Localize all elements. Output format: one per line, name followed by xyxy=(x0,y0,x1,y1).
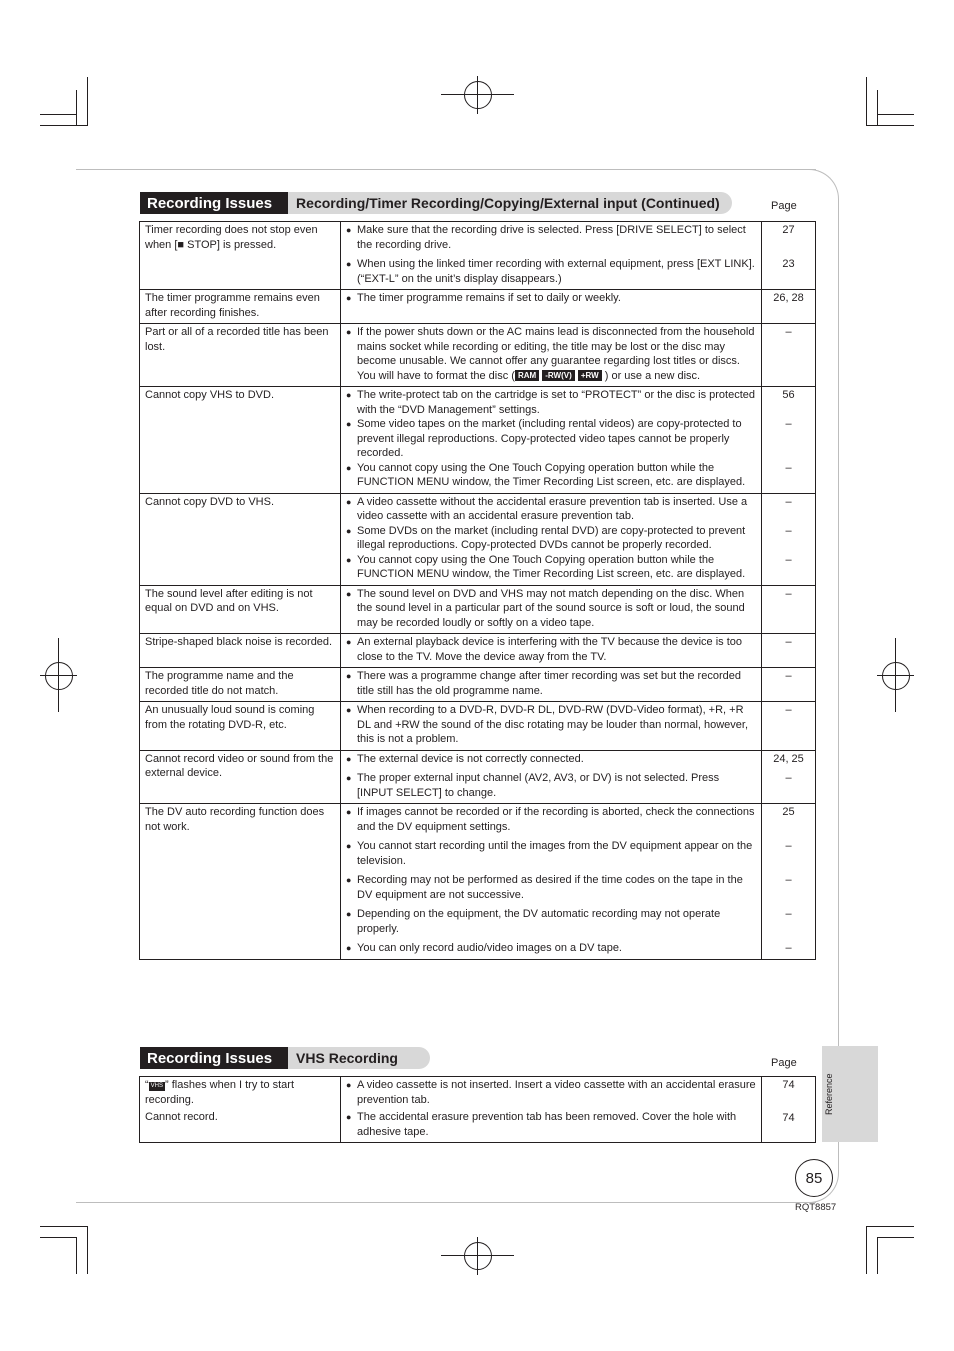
problem-cell xyxy=(140,585,341,634)
problem-cell xyxy=(140,387,341,494)
page-ref: – xyxy=(785,874,792,886)
solution-item: ● You cannot copy using the One Touch Copying operation button while the FUNCTION MENU window, the Timer Recording List screen, etc. are displayed. xyxy=(346,553,756,582)
problem-text: Timer recording does not stop even when [■ STOP] is pressed. xyxy=(145,224,318,251)
page-ref: – xyxy=(785,553,792,566)
table-row xyxy=(140,1077,816,1143)
section-title: Recording Issues xyxy=(140,192,288,214)
problem-text: The programme name and the recorded title do not match. xyxy=(145,670,294,697)
section-header-vhs xyxy=(140,1047,430,1069)
page-ref: – xyxy=(785,704,792,716)
solution-item: ● If images cannot be recorded or if the recording is aborted, check the connections and the DV equipment settings. xyxy=(346,805,756,834)
problem-cell xyxy=(140,702,341,751)
solution-item: ● A video cassette without the accidental erasure prevention tab is inserted. Use a video cassette with an accidental erasure prevention tab. xyxy=(346,495,756,524)
section-header-recording xyxy=(140,192,732,214)
page-ref: – xyxy=(785,524,792,537)
page-ref: 27 xyxy=(782,224,795,236)
problem-cell xyxy=(140,1077,341,1143)
solution-cell xyxy=(341,634,762,668)
page-ref: 74 xyxy=(782,1111,795,1124)
page-ref: 23 xyxy=(782,258,795,270)
vhs-indicator-icon: VHS xyxy=(150,1083,164,1089)
solution-cell xyxy=(341,324,762,387)
section-title: Recording Issues xyxy=(140,1047,288,1069)
problem-text: Stripe-shaped black noise is recorded. xyxy=(145,636,333,648)
problem-cell xyxy=(140,290,341,324)
problem-cell xyxy=(140,493,341,585)
page-ref: 24, 25 xyxy=(773,752,804,765)
section-subtitle: VHS Recording xyxy=(288,1047,430,1069)
solution-item: ● When recording to a DVD-R, DVD-R DL, DVD-RW (DVD-Video format), +R, +R DL and +RW the sound of the disc rotating may be louder than normal, however, this is not a problem. xyxy=(346,703,756,747)
page-ref: – xyxy=(785,840,792,852)
page-ref: – xyxy=(785,326,792,338)
problem-cell xyxy=(140,222,341,290)
problem-text: Cannot record video or sound from the external device. xyxy=(145,752,334,779)
problem-cell xyxy=(140,634,341,668)
table-row xyxy=(140,750,816,804)
solution-item: ● Some video tapes on the market (including rental videos) are copy-protected to prevent illegal reproductions. Copy-protected video tapes cannot be properly recorded. xyxy=(346,417,756,461)
table-row xyxy=(140,702,816,751)
disc-type-badge: RAM xyxy=(515,370,539,381)
page-ref: – xyxy=(785,418,792,430)
problem-text: “ VHS ” flashes when I try to start recording. xyxy=(145,1079,295,1106)
page-column-label: Page xyxy=(771,200,797,212)
problem-text: Part or all of a recorded title has been lost. xyxy=(145,326,329,353)
page-ref: – xyxy=(785,461,792,474)
table-row xyxy=(140,585,816,634)
solution-item: ● The write-protect tab on the cartridge is set to “PROTECT” or the disc is protected with the “DVD Management” settings. xyxy=(346,388,756,417)
solution-cell xyxy=(341,387,762,494)
solution-item: ● Make sure that the recording drive is selected. Press [DRIVE SELECT] to select the recording drive. xyxy=(346,223,756,252)
table-row xyxy=(140,222,816,290)
solution-cell xyxy=(341,668,762,702)
troubleshooting-table xyxy=(139,221,816,960)
solution-cell xyxy=(341,290,762,324)
problem-text: The sound level after editing is not equal on DVD and on VHS. xyxy=(145,587,313,614)
table-row xyxy=(140,324,816,387)
problem-text: Cannot record. xyxy=(145,1111,218,1123)
solution-cell xyxy=(341,750,762,804)
solution-cell xyxy=(341,804,762,960)
table-row xyxy=(140,804,816,960)
solution-item: ● Recording may not be performed as desired if the time codes on the tape in the DV equipment are not successive. xyxy=(346,873,756,902)
solution-item: ● If the power shuts down or the AC mains lead is disconnected from the household mains socket while recording or editing, the title may be lost or the disc may become unusable. We cannot offer any guarantee regarding lost titles or discs. You will have to format the disc ( RAM -RW(V) +RW ) or use a new disc. xyxy=(346,325,756,383)
page-ref: – xyxy=(785,636,792,648)
page-ref-cell xyxy=(762,290,816,324)
page-ref-cell xyxy=(762,668,816,702)
page-ref: – xyxy=(785,908,792,920)
solution-item: ● When using the linked timer recording with external equipment, press [EXT LINK]. (“EXT-L” on the unit’s display disappears.) xyxy=(346,257,756,286)
solution-item: ● The accidental erasure prevention tab has been removed. Cover the hole with adhesive tape. xyxy=(346,1110,756,1139)
section-subtitle: Recording/Timer Recording/Copying/External input (Continued) xyxy=(288,192,732,214)
page-ref-cell xyxy=(762,702,816,751)
page-ref: – xyxy=(785,670,792,682)
table-row xyxy=(140,493,816,585)
problem-text: Cannot copy DVD to VHS. xyxy=(145,495,275,508)
disc-type-badge: -RW(V) xyxy=(542,370,575,381)
problem-text: The timer programme remains even after recording finishes. xyxy=(145,292,320,319)
solution-item: ● The external device is not correctly connected. xyxy=(346,752,756,767)
solution-item: ● A video cassette is not inserted. Insert a video cassette with an accidental erasure prevention tab. xyxy=(346,1078,756,1107)
page-ref: 56 xyxy=(782,389,795,401)
solution-cell xyxy=(341,222,762,290)
table-row xyxy=(140,290,816,324)
page-ref-cell xyxy=(762,634,816,668)
page-ref-cell xyxy=(762,1077,816,1143)
table-row xyxy=(140,387,816,494)
page-ref: 25 xyxy=(782,806,795,818)
problem-cell xyxy=(140,668,341,702)
problem-text: An unusually loud sound is coming from the rotating DVD-R, etc. xyxy=(145,704,315,731)
solution-item: ● There was a programme change after timer recording was set but the recorded title still has the old programme name. xyxy=(346,669,756,698)
table-row xyxy=(140,634,816,668)
page-ref: 74 xyxy=(782,1079,795,1091)
solution-cell xyxy=(341,585,762,634)
page-ref: – xyxy=(785,495,792,508)
solution-cell xyxy=(341,1077,762,1143)
problem-cell xyxy=(140,804,341,960)
problem-cell xyxy=(140,750,341,804)
solution-cell xyxy=(341,493,762,585)
problem-cell xyxy=(140,324,341,387)
page-ref-cell xyxy=(762,222,816,290)
solution-item: ● The sound level on DVD and VHS may not match depending on the disc. When the sound level in a particular part of the sound source is soft or loud, the sound may be recorded loudly or softly on a video tape. xyxy=(346,587,756,631)
page-ref-cell xyxy=(762,750,816,804)
problem-text: Cannot copy VHS to DVD. xyxy=(145,389,275,401)
solution-item: ● An external playback device is interfering with the TV because the device is too close to the TV. Move the device away from the TV. xyxy=(346,635,756,664)
page-ref-cell xyxy=(762,387,816,494)
page-ref: – xyxy=(785,772,792,784)
problem-text: The DV auto recording function does not work. xyxy=(145,806,325,833)
solution-item: ● Some DVDs on the market (including rental DVD) are copy-protected to prevent illegal reproductions. Copy-protected DVDs cannot be properly recorded. xyxy=(346,524,756,553)
reference-side-tab-label: Reference xyxy=(824,1073,834,1115)
solution-item: ● You cannot copy using the One Touch Copying operation button while the FUNCTION MENU window, the Timer Recording List screen, etc. are displayed. xyxy=(346,461,756,490)
page-ref: 26, 28 xyxy=(773,292,804,304)
solution-item: ● You can only record audio/video images on a DV tape. xyxy=(346,941,756,956)
solution-item: ● Depending on the equipment, the DV automatic recording may not operate properly. xyxy=(346,907,756,936)
page-ref-cell xyxy=(762,493,816,585)
page-ref-cell xyxy=(762,585,816,634)
solution-item: ● The proper external input channel (AV2, AV3, or DV) is not selected. Press [INPUT SELECT] to change. xyxy=(346,771,756,800)
solution-item: ● The timer programme remains if set to daily or weekly. xyxy=(346,291,756,306)
solution-item: ● You cannot start recording until the images from the DV equipment appear on the television. xyxy=(346,839,756,868)
page-column-label: Page xyxy=(771,1057,797,1069)
table-row xyxy=(140,668,816,702)
page-number: 85 xyxy=(795,1159,833,1197)
document-code: RQT8857 xyxy=(795,1202,837,1213)
vhs-troubleshooting-table xyxy=(139,1076,816,1143)
disc-type-badge: +RW xyxy=(578,370,602,381)
solution-cell xyxy=(341,702,762,751)
page-ref: – xyxy=(785,942,792,954)
page-ref: – xyxy=(785,587,792,600)
page-ref-cell xyxy=(762,804,816,960)
page-ref-cell xyxy=(762,324,816,387)
